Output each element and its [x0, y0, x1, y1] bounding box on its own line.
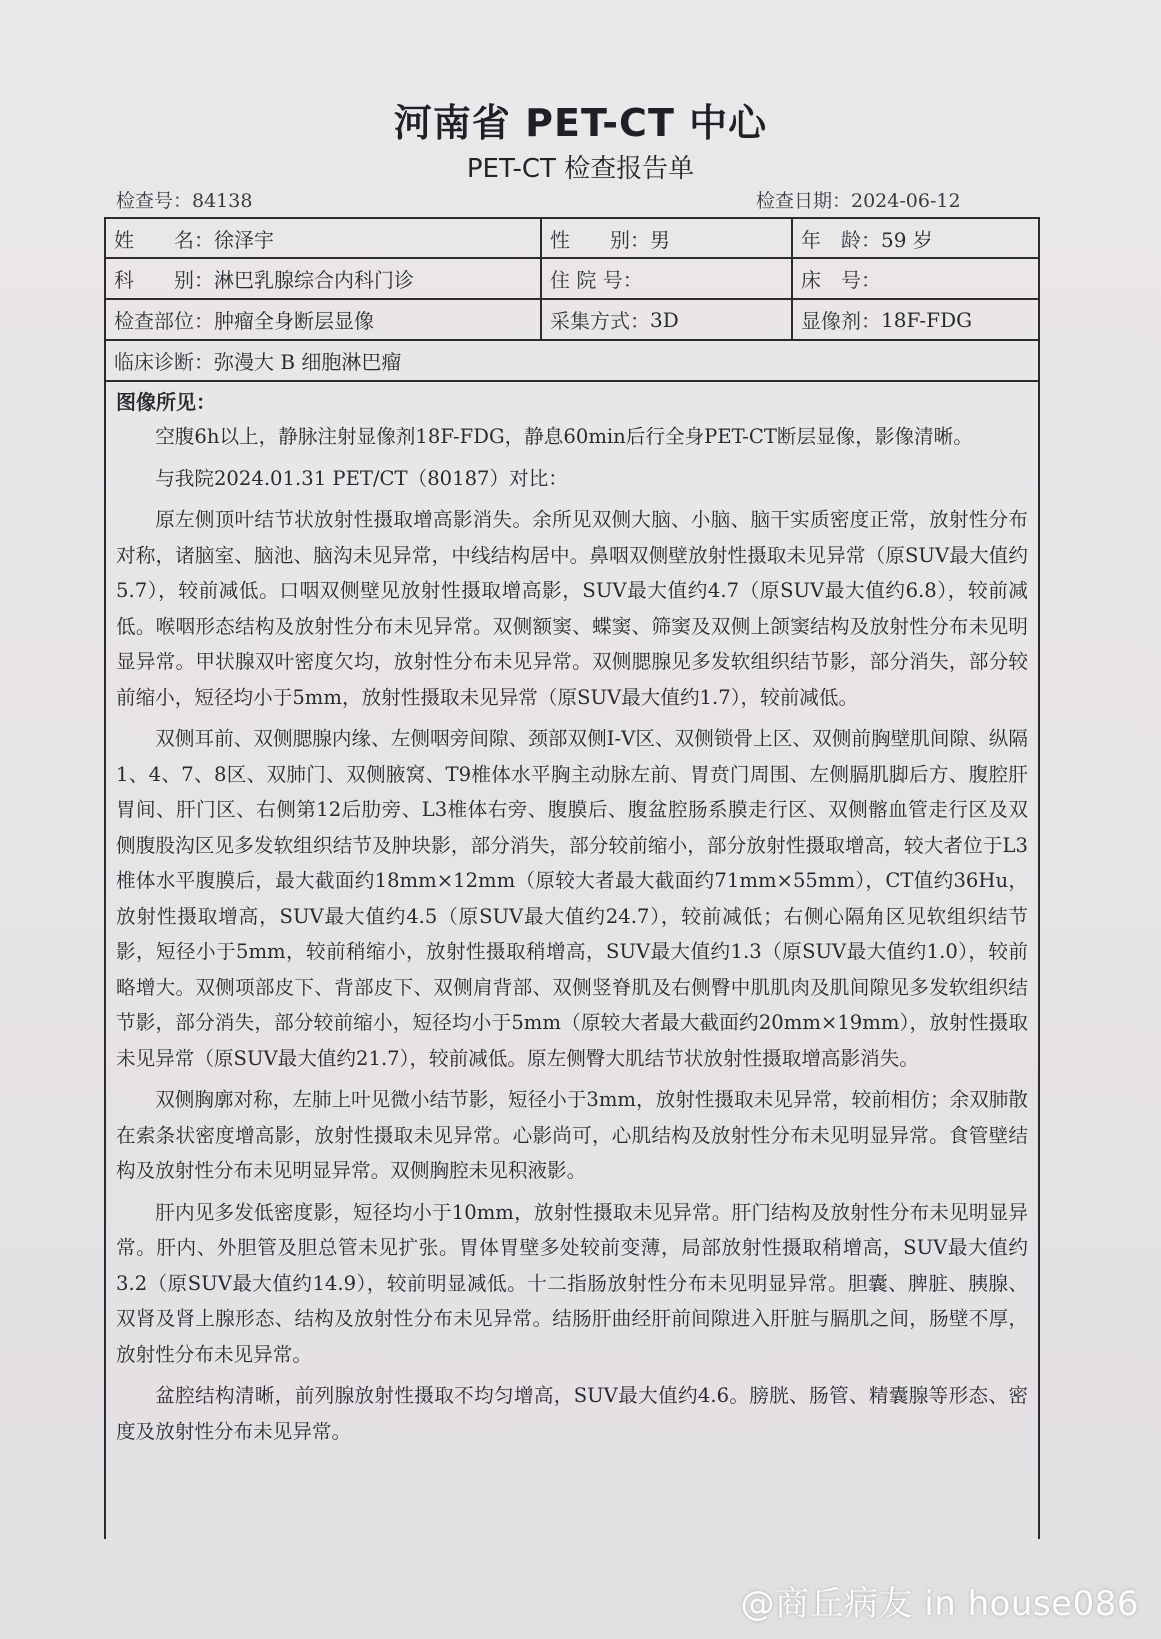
patient-age: 59 岁	[881, 227, 933, 252]
name-label: 姓 名：	[114, 227, 214, 252]
agent-label: 显像剂：	[801, 309, 881, 333]
sex-label: 性 别：	[550, 227, 650, 252]
mode-label: 采集方式：	[550, 309, 650, 333]
patient-info-table	[104, 217, 1040, 1539]
dept-label: 科 别：	[114, 268, 214, 292]
findings-body	[116, 419, 1028, 1455]
diagnosis-cell	[106, 341, 1038, 380]
age-cell	[791, 219, 1038, 257]
diagnosis-label: 临床诊断：	[114, 350, 214, 374]
clinical-diagnosis: 弥漫大 B 细胞淋巴瘤	[214, 350, 402, 374]
info-row-4	[106, 341, 1038, 382]
acquisition-mode: 3D	[650, 307, 679, 332]
findings-paragraph: 双侧耳前、双侧腮腺内缘、左侧咽旁间隙、颈部双侧Ⅰ-Ⅴ区、双侧锁骨上区、双侧前胸壁肌间隙、纵隔1、4、7、8区、双肺门、双侧腋窝、T9椎体水平胸主动脉左前、胃贲门周围、左侧膈肌脚后方、腹腔肝胃间、肝门区、右侧第12后肋旁、L3椎体右旁、腹膜后、腹盆腔肠系膜走行区、双侧髂血管走行区及双侧腹股沟区见多发软组织结节及肿块影，部分消失，部分较前缩小，部分放射性摄取增高，较大者位于L3椎体水平腹膜后，最大截面约18mm×12mm（原较大者最大截面约71mm×55mm），CT值约36Hu，放射性摄取增高，SUV最大值约4.5（原SUV最大值约24.7），较前减低；右侧心隔角区见软组织结节影，短径小于5mm，较前稍缩小，放射性摄取稍增高，SUV最大值约1.3（原SUV最大值约1.0），较前略增大。双侧项部皮下、背部皮下、双侧肩背部、双侧竖脊肌及右侧臀中肌肌肉及肌间隙见多发软组织结节影，部分消失，部分较前缩小，短径均小于5mm（原较大者最大截面约20mm×19mm），放射性摄取未见异常（原SUV最大值约21.7），较前减低。原左侧臀大肌结节状放射性摄取增高影消失。	[116, 727, 1028, 1070]
info-row-2	[106, 259, 1038, 300]
findings-paragraph: 双侧胸廓对称，左肺上叶见微小结节影，短径小于3mm，放射性摄取未见异常，较前相仿；余双肺散在索条状密度增高影，放射性摄取未见异常。心影尚可，心肌结构及放射性分布未见明显异常。食管壁结构及放射性分布未见明显异常。双侧胸腔未见积液影。	[116, 1088, 1028, 1182]
sex-cell	[540, 219, 791, 257]
agent-cell	[791, 300, 1038, 339]
hospital-name: 河南省 PET-CT 中心	[393, 101, 768, 145]
age-label: 年 龄：	[801, 227, 881, 252]
findings-paragraph: 肝内见多发低密度影，短径均小于10mm，放射性摄取未见异常。肝门结构及放射性分布未见明显异常。肝内、外胆管及胆总管未见扩张。胃体胃壁多处较前变薄，局部放射性摄取稍增高，SUV最大值约3.2（原SUV最大值约14.9），较前明显减低。十二指肠放射性分布未见明显异常。胆囊、脾脏、胰腺、双肾及肾上腺形态、结构及放射性分布未见异常。结肠肝曲经肝前间隙进入肝脏与膈肌之间，肠壁不厚，放射性分布未见异常。	[116, 1200, 1028, 1366]
site-label: 检查部位：	[114, 309, 214, 333]
site-cell	[106, 300, 540, 339]
patient-dept: 淋巴乳腺综合内科门诊	[214, 268, 414, 292]
bed-label: 床 号：	[801, 268, 881, 292]
info-row-3	[106, 300, 1038, 341]
findings-paragraph: 与我院2024.01.31 PET/CT（80187）对比：	[155, 466, 568, 490]
exam-date: 检查日期：2024-06-12	[756, 190, 961, 212]
dept-cell	[106, 259, 540, 298]
watermark: @商丘病友 in house086	[740, 1584, 1139, 1624]
findings-heading: 图像所见：	[116, 390, 216, 414]
exam-site: 肿瘤全身断层显像	[214, 309, 374, 333]
imaging-agent: 18F-FDG	[881, 307, 973, 332]
findings-paragraph: 盆腔结构清晰，前列腺放射性摄取不均匀增高，SUV最大值约4.6。膀胱、肠管、精囊腺等形态、密度及放射性分布未见异常。	[116, 1384, 1028, 1443]
patient-name: 徐泽宇	[214, 227, 274, 252]
exam-number: 检查号：84138	[116, 190, 253, 212]
findings-paragraph: 原左侧顶叶结节状放射性摄取增高影消失。余所见双侧大脑、小脑、脑干实质密度正常，放射性分布对称，诸脑室、脑池、脑沟未见异常，中线结构居中。鼻咽双侧壁放射性摄取未见异常（原SUV最大值约5.7），较前减低。口咽双侧壁见放射性摄取增高影，SUV最大值约4.7（原SUV最大值约6.8），较前减低。喉咽形态结构及放射性分布未见异常。双侧额窦、蝶窦、筛窦及双侧上颌窦结构及放射性分布未见明显异常。甲状腺双叶密度欠均，放射性分布未见异常。双侧腮腺见多发软组织结节影，部分消失，部分较前缩小，短径均小于5mm，放射性摄取未见异常（原SUV最大值约1.7），较前减低。	[116, 508, 1028, 709]
patient-sex: 男	[650, 227, 670, 252]
name-cell	[106, 219, 540, 257]
inpatient-cell	[540, 259, 791, 298]
findings-paragraph: 空腹6h以上，静脉注射显像剂18F-FDG，静息60min后行全身PET-CT断层显像，影像清晰。	[155, 425, 973, 448]
bed-cell	[791, 259, 1038, 298]
report-title: PET-CT 检查报告单	[466, 154, 695, 184]
mode-cell	[540, 300, 791, 339]
info-row-1	[106, 219, 1038, 259]
inpatient-label: 住 院 号：	[550, 268, 643, 292]
